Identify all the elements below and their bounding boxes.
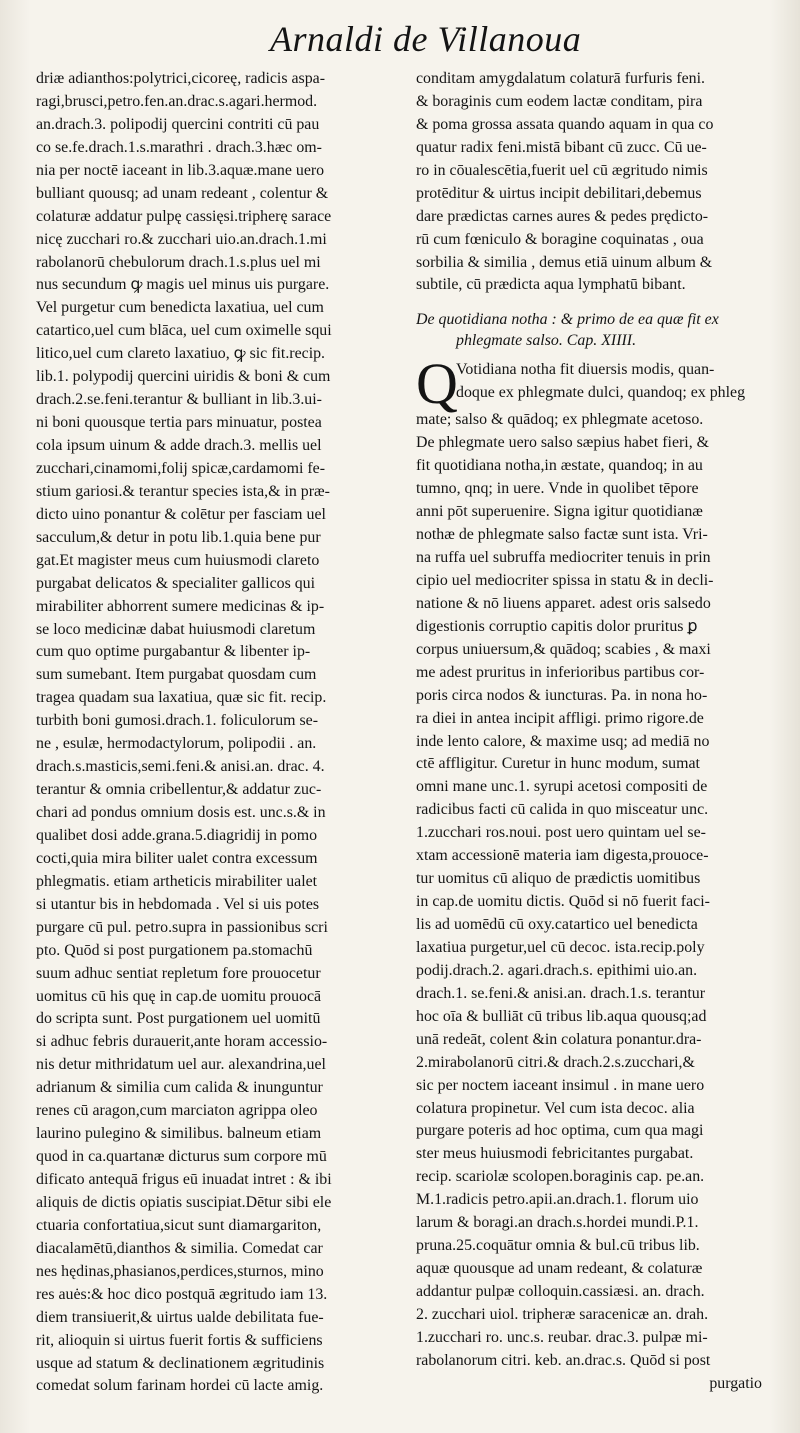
text-line: De phlegmate uero salso sæpius habet fieri, &	[416, 434, 710, 452]
text-line: res auės:& hoc dico postquā ægritudo iam 13.	[36, 1285, 328, 1303]
text-line: podij.drach.2. agari.drach.s. epithimi uio.an.	[416, 961, 698, 979]
text-line: pto. Quōd si post purgationem pa.stomachū	[36, 941, 313, 959]
text-line: purgabat delicatos & specialiter gallicos qui	[36, 574, 316, 592]
drop-cap-lines	[456, 359, 745, 409]
text-line: diacalamētū,dianthos & similia. Comedat car	[36, 1239, 323, 1257]
text-line: suum adhuc sentiat repletum fore prouocetur	[36, 964, 321, 982]
text-line: diem transiuerit,& uirtus ualde debilitata fue-	[36, 1308, 324, 1326]
text-line: corpus uniuersum,& quādoq; scabies , & maxi	[416, 640, 711, 658]
drop-cap: Q	[416, 351, 458, 417]
text-line: poris circa nodos & iuncturas. Pa. in nona ho-	[416, 686, 708, 704]
text-line: na ruffa uel subruffa mediocriter tenuis in prin	[416, 549, 711, 566]
text-line: catartico,uel cum blāca, uel cum oximelle squi	[36, 322, 332, 340]
text-line: nis detur mithridatum uel aur. alexandrina,uel	[36, 1056, 326, 1074]
chapter-heading-line: phlegmate salso. Cap. XIIII.	[456, 332, 637, 350]
text-line: M.1.radicis petro.apii.an.drach.1. florum uio	[416, 1191, 699, 1209]
text-line: me adest pruritus in inferioribus partibus cor-	[416, 663, 705, 681]
text-line: terantur & omnia cribellentur,& addatur zuc-	[36, 781, 322, 799]
running-head: Arnaldi de Villanoua	[270, 19, 582, 59]
text-line: quatur radix feni.mistā bibant cū zucc. Cū ue-	[416, 138, 707, 156]
text-line: 2. zucchari uiol. tripheræ saracenicæ an. drah.	[416, 1305, 709, 1323]
text-line: fit quotidiana notha,in æstate, quandoq; in au	[416, 457, 703, 475]
text-line: unā redeāt, colent &in colatura ponantur.dra-	[416, 1030, 702, 1048]
text-line: purgare cū pul. petro.supra in passionibus scri	[36, 918, 328, 936]
text-line: lib.1. polypodij quercini uiridis & boni & cum	[36, 368, 331, 386]
text-line: & poma grossa assata quando aquam in qua co	[416, 115, 714, 133]
text-line: drach.1. se.feni.& anisi.an. drach.1.s. terantur	[416, 984, 706, 1002]
text-line: mate; salso & quādoq; ex phlegmate acetoso.	[416, 411, 704, 429]
text-line: rabolanorū chebulorum drach.1.s.plus uel mi	[36, 253, 321, 271]
text-line: addantur pulpæ colloquin.cassiæsi. an. drach.	[416, 1283, 705, 1300]
text-line: cola ipsum uinum & adde drach.3. mellis uel	[36, 437, 322, 454]
text-line: 1.zucchari ro. unc.s. reubar. drac.3. pulpæ mi-	[416, 1328, 708, 1346]
text-line: purgare poteris ad hoc optima, cum qua magi	[416, 1122, 704, 1140]
text-line: rabolanorum citri. keb. an.drac.s. Quōd si post	[416, 1351, 711, 1369]
text-line: turbith boni gumosi.drach.1. foliculorum se-	[36, 712, 319, 730]
text-line: ctē affligitur. Curetur in hunc modum, sumat	[416, 755, 700, 773]
text-line: xtam accessionē materia iam digesta,prouoce-	[416, 847, 709, 865]
text-line: aliquis de dictis opiatis suscipiat.Dētur sibi ele	[36, 1193, 332, 1211]
text-line: subtile, cū prædicta aqua lymphatū bibant.	[416, 276, 686, 294]
text-line: sic per noctem iaceant insimul . in mane uero	[416, 1076, 705, 1094]
chapter-heading-line: De quotidiana notha : & primo de ea quæ fit ex	[416, 311, 719, 329]
text-line: dificato antequā frigus eū inuadat intret : & ibi	[36, 1171, 332, 1188]
text-line: an.drach.3. polipodij quercini contriti cū pau	[36, 115, 320, 133]
text-line: nothæ de phlegmate salso factæ sunt ista. Vri-	[416, 526, 708, 544]
text-line: cum quo optime purgabantur & libenter ip-	[36, 643, 311, 661]
text-line: gat.Et magister meus cum huiusmodi clareto	[36, 551, 320, 569]
text-line: conditam amygdalatum colaturā furfuris feni.	[416, 70, 706, 87]
text-line: protēditur & uirtus incipit debilitari,debemus	[416, 184, 702, 202]
text-line: litico,uel cum clareto laxatiuo, ꝙ sic fit.recip.	[36, 345, 326, 363]
text-line: doque ex phlegmate dulci, quandoq; ex phleg	[456, 384, 746, 402]
text-line: ragi,brusci,petro.fen.an.drac.s.agari.hermod.	[36, 92, 318, 110]
text-line: dare prædictas carnes aures & pedes prędicto-	[416, 207, 709, 225]
text-line: inde lento calore, & maxime usq; ad mediā no	[416, 732, 710, 750]
text-line: si utantur bis in hebdomada . Vel si uis potes	[36, 895, 320, 913]
right-column	[416, 68, 772, 1396]
text-line: nes hędinas,phasianos,perdices,sturnos, mino	[36, 1262, 324, 1280]
text-line: laxatiua purgetur,uel cū decoc. ista.recip.poly	[416, 938, 705, 956]
text-line: aquæ quousque ad unam redeant, & colaturæ	[416, 1260, 703, 1278]
text-line: cocti,quia mira biliter ualet contra excessum	[36, 849, 318, 867]
text-line: recip. scariolæ scolopen.boraginis cap. pe.an.	[416, 1168, 705, 1186]
text-line: larum & boragi.an drach.s.hordei mundi.P.1.	[416, 1214, 699, 1232]
text-line: colatura propinetur. Vel cum ista decoc. alia	[416, 1099, 695, 1117]
text-line: omni mane unc.1. syrupi acetosi compositi de	[416, 778, 708, 796]
text-line: ctuaria confortatiua,sicut sunt diamargariton,	[36, 1216, 322, 1234]
right-column-body	[416, 409, 772, 1372]
text-line: in cap.de uomitu dictis. Quōd si nō fuerit faci-	[416, 893, 710, 911]
text-line: comedat solum farinam hordei cū lacte amig.	[36, 1377, 324, 1395]
text-line: usque ad statum & declinationem ægritudinis	[36, 1354, 325, 1372]
text-line: tumno, qnq; in uere. Vnde in quolibet tēpore	[416, 480, 699, 498]
text-line: anni pōt superuenire. Signa igitur quotidianæ	[416, 503, 703, 521]
text-line: driæ adianthos:polytrici,cicoreę, radicis aspa-	[36, 70, 326, 87]
text-line: zucchari,cinamomi,folij spicæ,cardamomi fe-	[36, 459, 326, 477]
text-line: nia per noctē iaceant in lib.3.aquæ.mane uero	[36, 161, 325, 179]
text-line: uomitus cū his quę in cap.de uomitu prouocā	[36, 987, 322, 1005]
text-line: ni boni quousque tertia pars minuatur, postea	[36, 414, 322, 432]
text-line: lis ad uomēdū cū oxy.catartico uel benedicta	[416, 916, 698, 933]
text-line: hoc oīa & bulliāt cū tribus lib.aqua quousq;ad	[416, 1007, 707, 1025]
text-line: radicibus facti cū calida in quo misceatur unc.	[416, 801, 709, 819]
text-line: ne , esulæ, hermodactylorum, polipodii . an.	[36, 735, 317, 753]
chapter-opening	[416, 351, 772, 417]
text-line: nus secundum ꝙ magis uel minus uis purgare.	[36, 276, 330, 294]
text-line: sorbilia & similia , demus etiā uinum album &	[416, 253, 713, 271]
text-line: ster meus huiusmodi febricitantes purgabat.	[416, 1145, 694, 1163]
text-line: pruna.25.coquātur omnia & bul.cū tribus lib.	[416, 1237, 700, 1255]
text-line: ra diei in antea incipit affligi. primo rigore.de	[416, 709, 704, 727]
text-line: si adhuc febris durauerit,ante horam accessio-	[36, 1033, 328, 1051]
text-line: sacculum,& detur in potu lib.1.quia bene pur	[36, 528, 321, 546]
text-line: chari ad pondus omnium dosis est. unc.s.& in	[36, 804, 326, 821]
text-line: do scripta sunt. Post purgationem uel uomitū	[36, 1010, 321, 1028]
text-line: sum sumebant. Item purgabat quosdam cum	[36, 666, 317, 684]
text-line: & boraginis cum eodem lactæ conditam, pira	[416, 92, 703, 110]
text-line: ro in cōualescētia,fuerit uel cū ægritudo nimis	[416, 161, 708, 179]
text-line: laurino pulegino & similibus. balneum etiam	[36, 1125, 322, 1143]
text-line: se loco medicinæ dabat huiusmodi claretum	[36, 620, 316, 638]
text-line: phlegmatis. etiam artheticis mirabiliter ualet	[36, 872, 318, 890]
text-line: renes cū aragon,cum marciaton agrippa oleo	[36, 1102, 318, 1120]
text-line: co se.fe.drach.1.s.marathri . drach.3.hæc om-	[36, 138, 322, 156]
text-line: 2.mirabolanorū citri.& drach.2.s.zucchari,&	[416, 1053, 695, 1071]
text-line: rū cum fœniculo & boragine coquinatas , oua	[416, 230, 704, 248]
text-line: quod in ca.quartanæ dicturus sum corpore mū	[36, 1148, 327, 1166]
text-line: bulliant quousq; ad unam redeant , colentur &	[36, 184, 329, 202]
text-line: nicę zucchari ro.& zucchari uio.an.drach.1.mi	[36, 230, 327, 248]
text-line: qualibet dosi adde.grana.5.diagridij in pomo	[36, 826, 318, 844]
text-line: 1.zucchari ros.noui. post uero quintam uel se-	[416, 824, 706, 842]
text-line: drach.2.se.feni.terantur & bulliant in lib.3.ui-	[36, 391, 322, 409]
text-line: drach.s.masticis,semi.feni.& anisi.an. drac. 4.	[36, 758, 325, 776]
text-line: natione & nō liuens apparet. adest oris salsedo	[416, 594, 711, 612]
text-line: adrianum & similia cum calida & inunguntur	[36, 1079, 323, 1097]
text-line: digestionis corruptio capitis dolor pruritus ꝑ	[416, 617, 698, 635]
text-line: tur uomitus cū aliquo de prædictis uomitibus	[416, 870, 701, 888]
text-line: Vel purgetur cum benedicta laxatiua, uel cum	[36, 299, 324, 317]
text-line: stium gariosi.& terantur species ista,& in præ-	[36, 482, 330, 500]
left-column	[36, 68, 408, 1398]
text-line: Votidiana notha fit diuersis modis, quan-	[456, 361, 715, 379]
text-line: tragea quadam sua laxatiua, quæ sic fit. recip.	[36, 689, 327, 707]
text-line: colaturæ addatur pulpę cassięsi.tripherę sarace	[36, 207, 332, 225]
catchword: purgatio	[709, 1374, 762, 1392]
chapter-heading	[416, 309, 772, 351]
right-column-top-text	[416, 68, 772, 297]
text-line: rit, alioquin si uirtus fuerit fortis & sufficiens	[36, 1331, 323, 1349]
text-line: cipio uel mediocriter spissa in statu & in decli-	[416, 571, 714, 589]
text-line: mirabiliter abhorrent sumere medicinas & ip-	[36, 597, 325, 615]
text-line: dicto uino ponantur & colētur per fasciam uel	[36, 505, 326, 523]
